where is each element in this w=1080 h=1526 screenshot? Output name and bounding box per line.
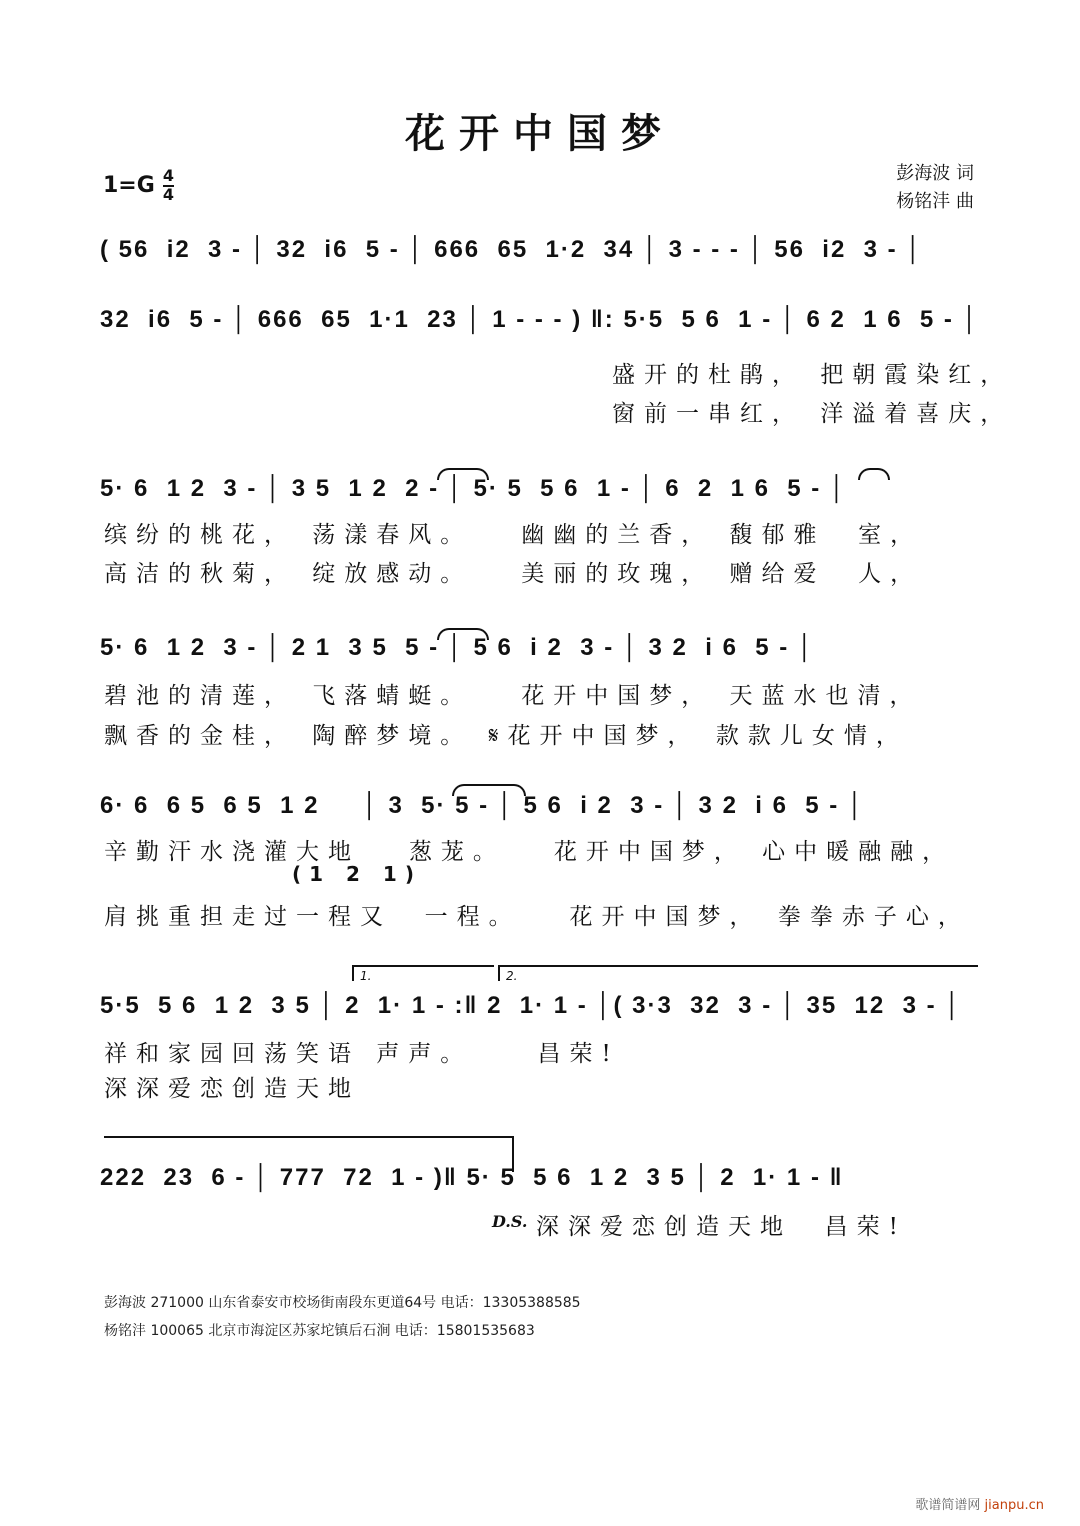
score-line-7: 222 23 6 - │ 777 72 1 - )‖ 5· 5 5 6 1 2 3 5 │ 2 1· 1 - ‖: [100, 1164, 844, 1191]
key-label: 1=G: [103, 173, 155, 198]
score-line-6: 5·5 5 6 1 2 3 5 │ 2 1· 1 - :‖ 2 1· 1 - │( 3·3 32 3 - │ 35 12 3 - │: [100, 992, 963, 1019]
score-line-5: 6· 6 6 5 6 5 1 2 │ 3 5· 5 - │ 5 6 i 2 3 - │ 3 2 i 6 5 - │: [100, 792, 865, 819]
score-line-1: ( 56 i2 3 - │ 32 i6 5 - │ 666 65 1·2 34 │ 3 - - - │ 56 i2 3 - │: [100, 236, 924, 263]
key-signature: [103, 168, 174, 203]
song-title: 花开中国梦: [405, 110, 675, 157]
lyrics-line-6a: 祥和家园回荡笑语 声声。 昌荣!: [104, 1041, 620, 1067]
lyrics-line-2a: 盛开的杜鹃， 把朝霞染红，: [612, 362, 1013, 388]
composer: 杨铭沣 曲: [896, 191, 974, 212]
watermark: 歌谱简谱网 jianpu.cn: [915, 1498, 1044, 1513]
score-line-3: 5· 6 1 2 3 - │ 3 5 1 2 2 - │ 5· 5 5 6 1 - │ 6 2 1 6 5 - │: [100, 475, 847, 502]
lyrics-line-7: 深深爱恋创造天地 昌荣!: [536, 1214, 907, 1240]
score-line-2: 32 i6 5 - │ 666 65 1·1 23 │ 1 - - - ) ‖: 5·5 5 6 1 - │ 6 2 1 6 5 - │: [100, 306, 980, 333]
lyricist: 彭海波 词: [896, 163, 974, 184]
contact-lyricist: 彭海波 271000 山东省泰安市校场街南段东更道64号 电话：13305388585: [104, 1295, 581, 1311]
credits: [896, 160, 974, 216]
lyrics-line-2b: 窗前一串红， 洋溢着喜庆，: [612, 401, 1013, 427]
lyrics-line-6b: 深深爱恋创造天地: [104, 1076, 360, 1102]
ds-marking: D.S.: [492, 1212, 528, 1231]
lyrics-line-4b: 飘香的金桂， 陶醉梦境。 𝄋花开中国梦， 款款儿女情，: [104, 723, 908, 749]
volta-2: 2.: [498, 965, 978, 981]
lyrics-line-5b: 肩挑重担走过一程又 一程。 花开中国梦， 拳拳赤子心，: [104, 904, 970, 930]
score-line-4: 5· 6 1 2 3 - │ 2 1 3 5 5 - │ 5 6 i 2 3 - │ 3 2 i 6 5 - │: [100, 634, 815, 661]
contact-composer: 杨铭沣 100065 北京市海淀区苏家坨镇后石涧 电话：15801535683: [104, 1323, 535, 1339]
time-signature: $\frac{4}{4}$: [162, 166, 174, 204]
alternate-notes: (1 2 1): [292, 862, 422, 886]
lyrics-line-5a: 辛勤汗水浇灌大地 葱茏。 花开中国梦， 心中暖融融，: [104, 839, 955, 865]
lyrics-line-4a: 碧池的清莲， 飞落蜻蜓。 花开中国梦， 天蓝水也清，: [104, 683, 922, 709]
lyrics-line-3a: 缤纷的桃花， 荡漾春风。 幽幽的兰香， 馥郁雅 室，: [104, 522, 923, 548]
lyrics-line-3b: 高洁的秋菊， 绽放感动。 美丽的玫瑰， 赠给爱 人，: [104, 561, 923, 587]
volta-1: 1.: [352, 965, 494, 981]
